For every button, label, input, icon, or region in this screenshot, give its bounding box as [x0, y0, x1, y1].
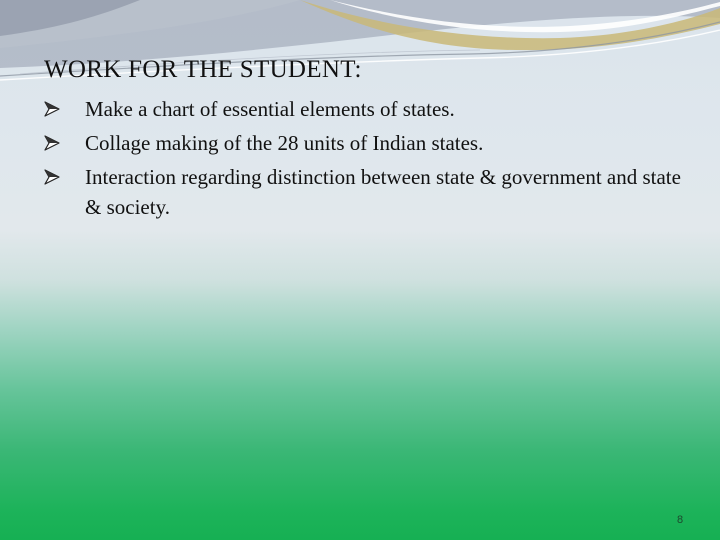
bullet-text: Collage making of the 28 units of Indian states. [85, 131, 484, 155]
arrowhead-bullet-icon [44, 135, 60, 151]
bullet-text: Interaction regarding distinction between state & government and state & society. [85, 165, 681, 219]
arrowhead-bullet-icon [44, 101, 60, 117]
bullet-item [44, 94, 684, 124]
arrowhead-bullet-icon [44, 169, 60, 185]
slide-title: WORK FOR THE STUDENT: [44, 56, 362, 83]
bullet-text: Make a chart of essential elements of states. [85, 97, 455, 121]
page-number: 8 [676, 514, 684, 526]
bullet-item [44, 128, 684, 158]
bullet-item [44, 162, 684, 222]
bullet-list [44, 94, 684, 226]
